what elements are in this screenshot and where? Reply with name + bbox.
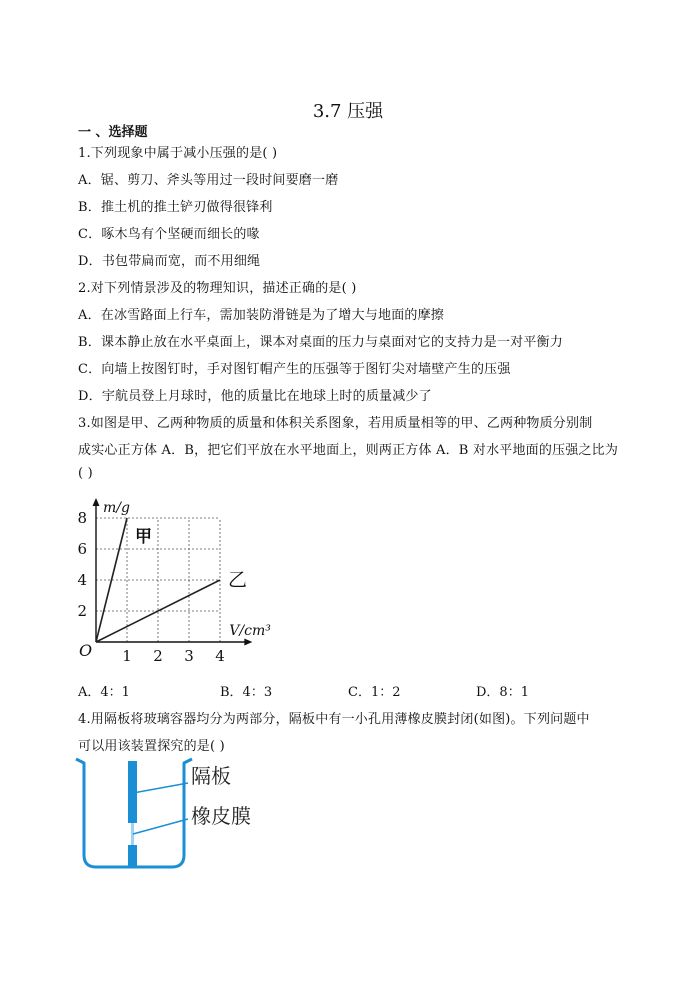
y-tick-label: 6 xyxy=(77,540,87,558)
partition-leader-line xyxy=(133,783,188,793)
x-axis-arrow xyxy=(244,639,252,646)
question-3-option-a: A．4：1 xyxy=(78,685,130,700)
y-axis-arrow xyxy=(93,498,100,506)
section-heading: 一 、选择题 xyxy=(78,125,148,140)
question-2-option-c: C．向墙上按图钉时，手对图钉帽产生的压强等于图钉尖对墙壁产生的压强 xyxy=(78,362,511,377)
membrane-label: 橡皮膜 xyxy=(191,804,251,828)
series-label-yi: 乙 xyxy=(228,569,248,591)
question-4-stem-line-1: 4.用隔板将玻璃容器均分为两部分，隔板中有一小孔用薄橡皮膜封闭(如图)。下列问题中 xyxy=(78,712,590,727)
question-3-stem-line-1: 3.如图是甲、乙两种物质的质量和体积关系图象，若用质量相等的甲、乙两种物质分别制 xyxy=(78,416,593,431)
y-axis-label: m/g xyxy=(103,499,130,516)
mass-volume-chart xyxy=(70,495,300,675)
question-3-stem-line-3: ( ) xyxy=(78,466,93,481)
question-3-option-b: B．4：3 xyxy=(220,685,273,700)
question-3-stem-line-2: 成实心正方体 A．B，把它们平放在水平地面上，则两正方体 A．B 对水平地面的压强之比为 xyxy=(78,443,619,458)
y-tick-label: 8 xyxy=(77,509,87,527)
question-4-stem-line-2: 可以用该装置探究的是( ) xyxy=(78,739,225,754)
question-2-option-d: D．宇航员登上月球时，他的质量比在地球上时的质量减少了 xyxy=(78,389,432,404)
question-3-option-d: D．8：1 xyxy=(476,685,529,700)
origin-label: O xyxy=(79,641,93,660)
question-2-option-a: A．在冰雪路面上行车，需加装防滑链是为了增大与地面的摩擦 xyxy=(78,308,444,323)
y-tick-label: 4 xyxy=(77,571,87,589)
x-tick-label: 2 xyxy=(153,647,163,665)
series-label-jia: 甲 xyxy=(135,527,152,547)
question-1-stem: 1.下列现象中属于减小压强的是( ) xyxy=(78,146,278,161)
question-1-option-c: C．啄木鸟有个坚硬而细长的喙 xyxy=(78,227,260,242)
x-tick-label: 4 xyxy=(215,647,225,665)
y-tick-label: 2 xyxy=(77,602,87,620)
page-title: 3.7 压强 xyxy=(312,101,384,122)
question-1-option-a: A．锯、剪刀、斧头等用过一段时间要磨一磨 xyxy=(78,173,339,188)
container-figure xyxy=(70,755,290,875)
question-2-option-b: B．课本静止放在水平桌面上，课本对桌面的压力与桌面对它的支持力是一对平衡力 xyxy=(78,335,563,350)
partition-lower xyxy=(128,845,137,867)
question-2-stem: 2.对下列情景涉及的物理知识，描述正确的是( ) xyxy=(78,281,357,296)
x-axis-label: V/cm³ xyxy=(229,623,271,639)
partition-label: 隔板 xyxy=(191,764,231,788)
membrane-leader-line xyxy=(133,819,188,834)
x-tick-label: 3 xyxy=(184,647,194,665)
x-tick-label: 1 xyxy=(122,647,132,665)
question-1-option-b: B．推土机的推土铲刃做得很锋利 xyxy=(78,200,273,215)
question-1-option-d: D．书包带扁而宽，而不用细绳 xyxy=(78,254,261,269)
question-3-option-c: C．1：2 xyxy=(348,685,401,700)
